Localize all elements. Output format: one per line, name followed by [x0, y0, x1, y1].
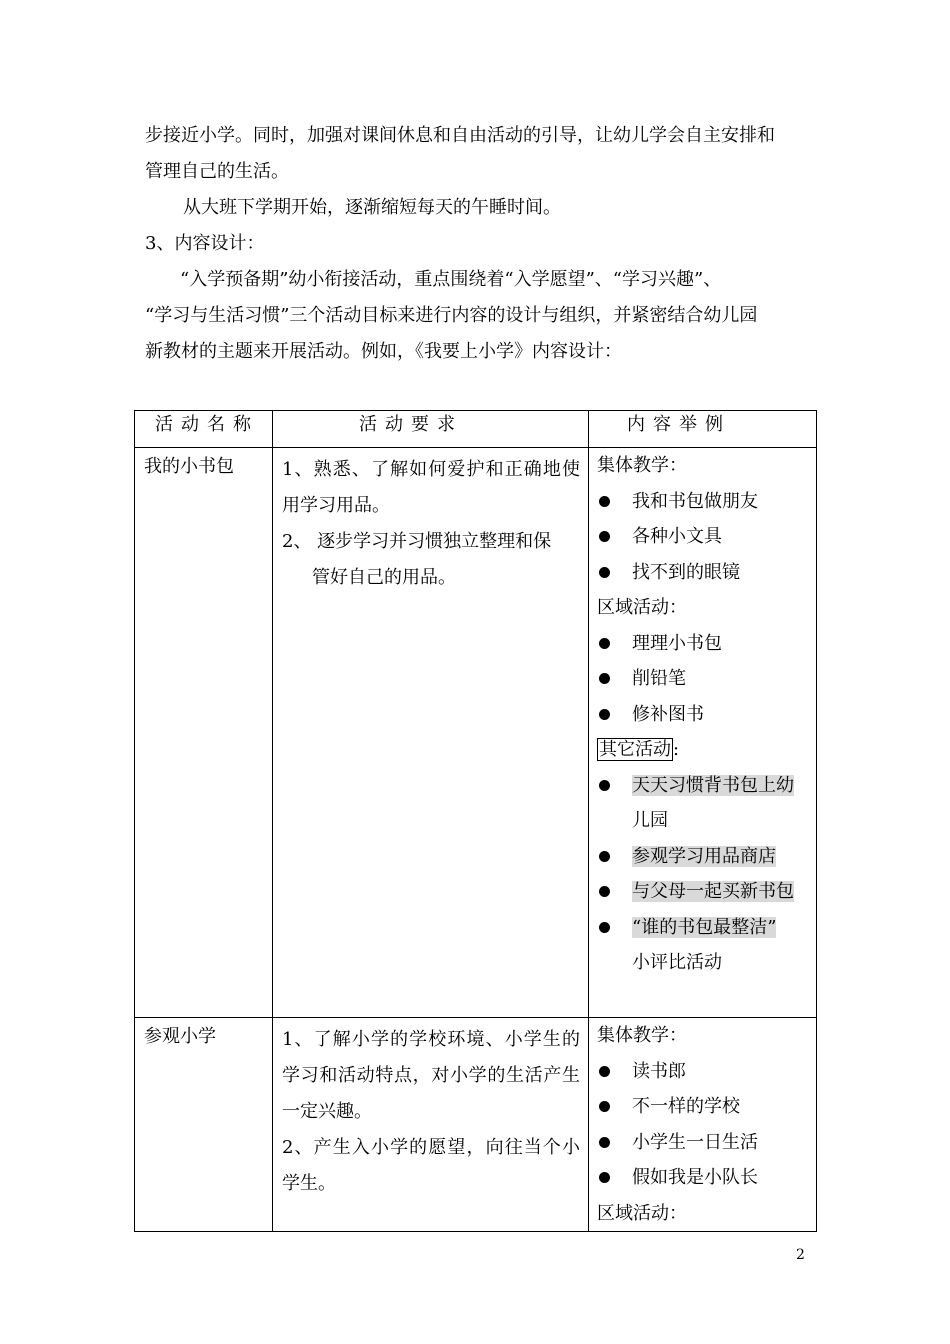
bullet-icon: [599, 1172, 610, 1183]
section-title: 区域活动：: [597, 597, 687, 618]
paragraph-continued: [145, 118, 810, 190]
bullet-icon: [599, 531, 610, 542]
page-number: 2: [796, 1247, 805, 1263]
activity-name-cell: 我的小书包: [135, 448, 273, 1018]
table-row: [135, 448, 817, 1018]
list-item: 找不到的眼镜: [597, 555, 816, 591]
paragraph-nap-time: 从大班下学期开始，逐渐缩短每天的午睡时间。: [183, 197, 561, 218]
section-title: 区域活动：: [597, 1202, 687, 1224]
examples-cell: [589, 448, 817, 1018]
bullet-icon: [599, 1137, 610, 1148]
list-item: 各种小文具: [597, 519, 816, 555]
requirements-cell: [273, 448, 589, 1018]
paragraph-line: 步接近小学。同时，加强对课间休息和自由活动的引导，让幼儿学会自主安排和: [145, 125, 775, 146]
header-activity-requirements: 活动要求: [273, 411, 589, 448]
list-item: 读书郎: [597, 1054, 816, 1090]
paragraph-line: 管理自己的生活。: [145, 161, 289, 182]
bullet-icon: [599, 496, 610, 507]
paragraph-content-design: [145, 262, 845, 370]
list-item: 不一样的学校: [597, 1089, 816, 1125]
list-item: 理理小书包: [597, 626, 816, 662]
list-item: 削铅笔: [597, 661, 816, 697]
requirement-item-continued: 管好自己的用品。: [312, 567, 456, 588]
table-header-row: [135, 411, 817, 448]
header-activity-name: 活动名称: [135, 411, 273, 448]
bullet-icon: [599, 886, 610, 897]
bullet-icon: [599, 1066, 610, 1077]
bullet-icon: [599, 567, 610, 578]
section-title: 集体教学：: [597, 1025, 687, 1046]
requirement-item: 1、了解小学的学校环境、小学生的学习和活动特点，对小学的生活产生一定兴趣。: [282, 1029, 580, 1122]
requirement-item: 2、产生入小学的愿望，向往当个小学生。: [282, 1137, 580, 1194]
section-title: 集体教学：: [597, 455, 687, 476]
bullet-icon: [599, 851, 610, 862]
bullet-icon: [599, 709, 610, 720]
paragraph-line: “学习与生活习惯”三个活动目标来进行内容的设计与组织，并紧密结合幼儿园: [145, 305, 758, 326]
list-item: 天天习惯背书包上幼 儿园: [597, 768, 816, 839]
list-item: 与父母一起买新书包: [597, 874, 816, 910]
examples-cell: [589, 1018, 817, 1232]
activity-name-cell: 参观小学: [135, 1018, 273, 1232]
list-item: 修补图书: [597, 697, 816, 733]
list-item: 小学生一日生活: [597, 1125, 816, 1161]
paragraph-line: “入学预备期”幼小衔接活动，重点围绕着“入学愿望”、“学习兴趣”、: [180, 269, 722, 290]
header-content-examples: 内容举例: [589, 411, 817, 448]
bullet-icon: [599, 1101, 610, 1112]
paragraph-line: 新教材的主题来开展活动。例如，《我要上小学》内容设计：: [145, 341, 622, 362]
list-item: “谁的书包最整洁” 小评比活动: [597, 910, 816, 981]
section-title: 其它活动 :: [599, 739, 680, 760]
section-heading-content-design: 3、内容设计：: [145, 233, 265, 254]
table-row: [135, 1018, 817, 1232]
bullet-icon: [599, 673, 610, 684]
activity-table: [134, 410, 817, 1232]
list-item: 参观学习用品商店: [597, 839, 816, 875]
bullet-icon: [599, 780, 610, 791]
bullet-icon: [599, 922, 610, 933]
list-item: 假如我是小队长: [597, 1160, 816, 1196]
requirement-item: 2、 逐步学习并习惯独立整理和保: [282, 531, 552, 552]
requirement-item: 1、熟悉、了解如何爱护和正确地使用学习用品。: [282, 459, 580, 516]
bullet-icon: [599, 638, 610, 649]
list-item: 我和书包做朋友: [597, 484, 816, 520]
requirements-cell: [273, 1018, 589, 1232]
